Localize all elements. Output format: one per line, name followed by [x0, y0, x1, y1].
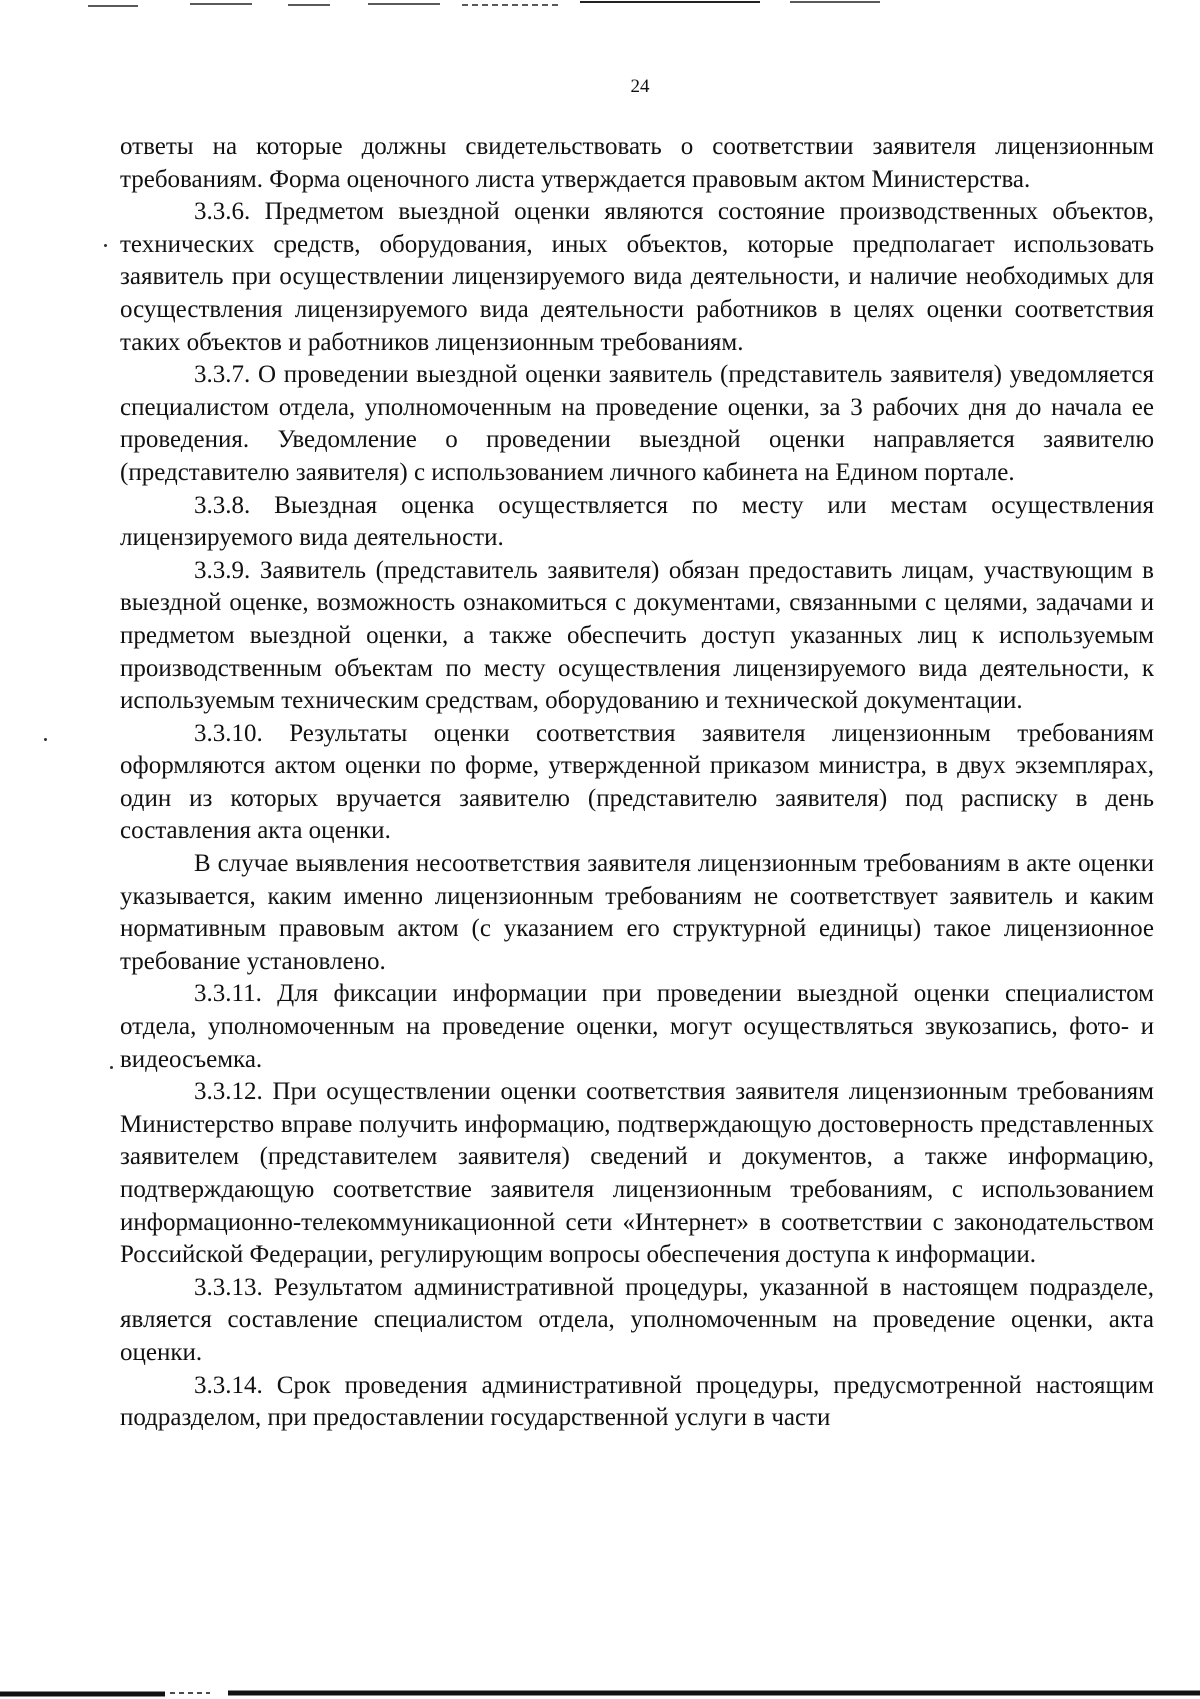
paragraph-3-3-14: 3.3.14. Срок проведения административной процедуры, предусмотренной настоящим подразделом, при предоставлении государственной услуги в части [120, 1371, 1154, 1432]
paragraph-3-3-12: 3.3.12. При осуществлении оценки соответствия заявителя лицензионным требованиям Министерство вправе получить информацию, подтверждающую достоверность представленных заявителем (представителем заявителя) сведений и документов, а также информацию, подтверждающую соответствие заявителя лицензионным требованиям, с использованием информационно-телекоммуникационной сети «Интернет» в соответствии с законодательством Российской Федерации, регулирующим вопросы обеспечения доступа к информации. [120, 1078, 1154, 1269]
paragraph-3-3-11: 3.3.11. Для фиксации информации при проведении выездной оценки специалистом отдела, уполномоченным на проведение оценки, могут осуществляться звукозапись, фото- и видеосъемка. [120, 980, 1154, 1073]
scan-speck [110, 1066, 113, 1069]
scan-speck [104, 244, 107, 247]
document-body [120, 131, 1154, 1435]
scan-edge-top [0, 0, 1200, 10]
paragraph-continuation: ответы на которые должны свидетельствовать о соответствии заявителя лицензионным требованиям. Форма оценочного листа утверждается правовым актом Министерства. [120, 133, 1154, 193]
paragraph-3-3-9: 3.3.9. Заявитель (представитель заявителя) обязан предоставить лицам, участвующим в выездной оценке, возможность ознакомиться с документами, связанными с целями, задачами и предметом выездной оценки, а также обеспечить доступ указанных лиц к используемым производственным объектам по месту осуществления лицензируемого вида деятельности, к используемым техническим средствам, оборудованию и технической документации. [120, 556, 1154, 715]
scan-edge-bottom [0, 1685, 1200, 1699]
page-number: 24 [630, 76, 650, 97]
paragraph-3-3-13: 3.3.13. Результатом административной процедуры, указанной в настоящем подразделе, является составление специалистом отдела, уполномоченным на проведение оценки, акта оценки. [120, 1273, 1154, 1366]
paragraph-non-compliance: В случае выявления несоответствия заявителя лицензионным требованиям в акте оценки указывается, каким именно лицензионным требованиям не соответствует заявитель и каким нормативным правовым актом (с указанием его структурной единицы) такое лицензионное требование установлено. [120, 850, 1154, 975]
paragraph-3-3-8: 3.3.8. Выездная оценка осуществляется по месту или местам осуществления лицензируемого вида деятельности. [120, 491, 1154, 552]
scan-speck [44, 738, 47, 741]
paragraph-3-3-7: 3.3.7. О проведении выездной оценки заявитель (представитель заявителя) уведомляется специалистом отдела, уполномоченным на проведение оценки, за 3 рабочих дня до начала ее проведения. Уведомление о проведении выездной оценки направляется заявителю (представителю заявителя) с использованием личного кабинета на Едином портале. [120, 361, 1154, 486]
paragraph-3-3-10: 3.3.10. Результаты оценки соответствия заявителя лицензионным требованиям оформляются актом оценки по форме, утвержденной приказом министра, в двух экземплярах, один из которых вручается заявителю (представителю заявителя) под расписку в день составления акта оценки. [120, 719, 1154, 845]
paragraph-3-3-6: 3.3.6. Предметом выездной оценки являются состояние производственных объектов, технических средств, оборудования, иных объектов, которые предполагает использовать заявитель при осуществлении лицензируемого вида деятельности, и наличие необходимых для осуществления лицензируемого вида деятельности работников в целях оценки соответствия таких объектов и работников лицензионным требованиям. [120, 198, 1154, 356]
